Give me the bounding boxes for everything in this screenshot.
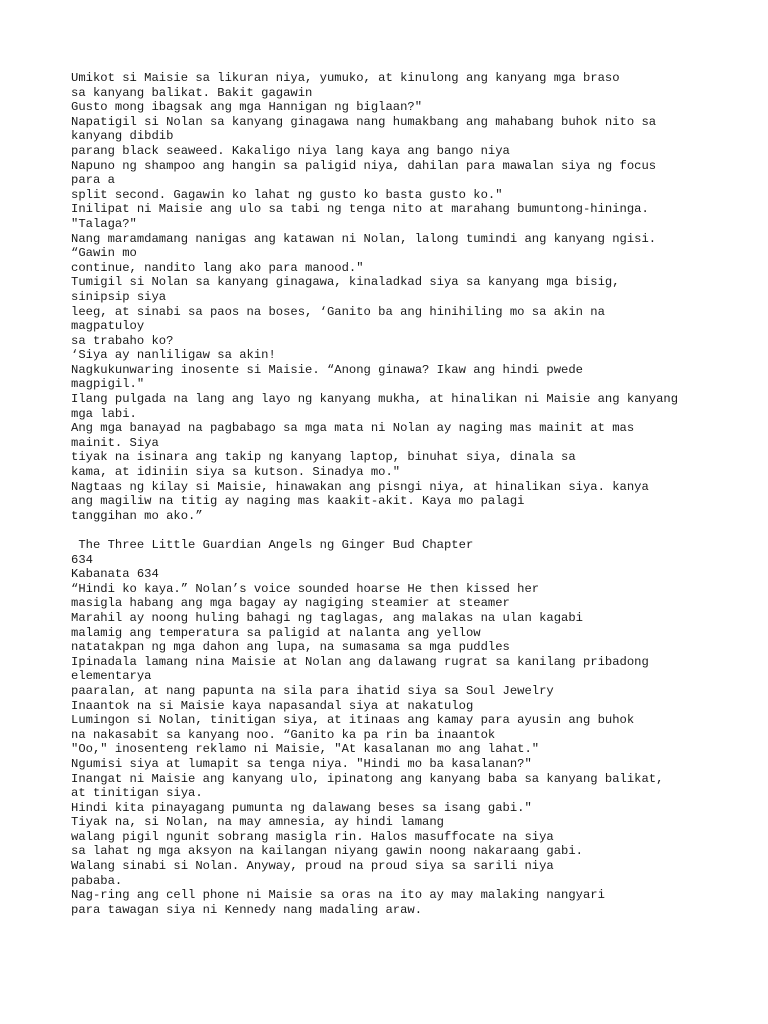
text-line: "Talaga?" [71, 216, 137, 231]
text-line: paaralan, at nang papunta na sila para ihatid siya sa Soul Jewelry [71, 683, 554, 698]
text-line: Ipinadala lamang nina Maisie at Nolan ang dalawang rugrat sa kanilang pribadong [71, 654, 649, 669]
text-line: Lumingon si Nolan, tinitigan siya, at itinaas ang kamay para ayusin ang buhok [71, 713, 635, 728]
text-line: tanggihan mo ako.” [71, 508, 203, 523]
text-line: continue, nandito lang ako para manood." [71, 260, 364, 275]
text-line: pababa. [71, 873, 123, 888]
text-line: mainit. Siya [71, 435, 159, 450]
text-line: kanyang dibdib [71, 129, 174, 144]
text-line: sa trabaho ko? [71, 333, 174, 348]
text-line: “Hindi ko kaya.” Nolan’s voice sounded hoarse He then kissed her [71, 581, 540, 596]
text-line: Napatigil si Nolan sa kanyang ginagawa nang humakbang ang mahabang buhok nito sa [71, 114, 657, 129]
text-line: leeg, at sinabi sa paos na boses, ‘Ganito ba ang hinihiling mo sa akin na [71, 304, 605, 319]
text-line: para a [71, 173, 115, 188]
text-line: 634 [71, 552, 93, 567]
text-line: sa kanyang balikat. Bakit gagawin [71, 85, 313, 100]
text-line: parang black seaweed. Kakaligo niya lang kaya ang bango niya [71, 143, 510, 158]
blank-line [71, 523, 731, 538]
text-line: Nang maramdamang nanigas ang katawan ni Nolan, lalong tumindi ang kanyang ngisi. [71, 231, 657, 246]
text-line: Nagkukunwaring inosente si Maisie. “Anong ginawa? Ikaw ang hindi pwede [71, 362, 583, 377]
text-line: sinipsip siya [71, 289, 167, 304]
text-line: Ang mga banayad na pagbabago sa mga mata ni Nolan ay naging mas mainit at mas [71, 421, 635, 436]
text-line: Nagtaas ng kilay si Maisie, hinawakan ang pisngi niya, at hinalikan siya. kanya [71, 479, 649, 494]
text-line: kama, at idiniin siya sa kutson. Sinadya mo." [71, 465, 401, 480]
text-line: sa lahat ng mga aksyon na kailangan niyang gawin noong nakaraang gabi. [71, 844, 583, 859]
text-line: natatakpan ng mga dahon ang lupa, na sumasama sa mga puddles [71, 640, 510, 655]
text-line: Tumigil si Nolan sa kanyang ginagawa, kinaladkad siya sa kanyang mga bisig, [71, 275, 620, 290]
text-line: Walang sinabi si Nolan. Anyway, proud na proud siya sa sarili niya [71, 859, 554, 874]
text-line: magpatuloy [71, 319, 145, 334]
text-line: Inilipat ni Maisie ang ulo sa tabi ng tenga nito at marahang bumuntong-hininga. [71, 202, 649, 217]
text-line: Ngumisi siya at lumapit sa tenga niya. "Hindi mo ba kasalanan?" [71, 756, 532, 771]
text-line: Nag-ring ang cell phone ni Maisie sa oras na ito ay may malaking nangyari [71, 888, 605, 903]
text-line: split second. Gagawin ko lahat ng gusto ko basta gusto ko." [71, 187, 503, 202]
text-line: malamig ang temperatura sa paligid at nalanta ang yellow [71, 625, 481, 640]
text-line: Inangat ni Maisie ang kanyang ulo, ipinatong ang kanyang baba sa kanyang balikat, [71, 771, 664, 786]
text-line: mga labi. [71, 406, 137, 421]
text-line: Hindi kita pinayagang pumunta ng dalawang beses sa isang gabi." [71, 800, 532, 815]
text-line: Napuno ng shampoo ang hangin sa paligid niya, dahilan para mawalan siya ng focus [71, 158, 657, 173]
text-line: at tinitigan siya. [71, 786, 203, 801]
text-line: The Three Little Guardian Angels ng Ginger Bud Chapter [71, 538, 474, 552]
text-line: ang magiliw na titig ay naging mas kaakit-akit. Kaya mo palagi [71, 494, 525, 509]
text-line: na nakasabit sa kanyang noo. “Ganito ka pa rin ba inaantok [71, 727, 496, 742]
text-line: masigla habang ang mga bagay ay nagiging steamier at steamer [71, 596, 510, 611]
text-line: Kabanata 634 [71, 567, 159, 582]
text-line: Inaantok na si Maisie kaya napasandal siya at nakatulog [71, 698, 474, 713]
text-line: Gusto mong ibagsak ang mga Hannigan ng biglaan?" [71, 100, 423, 115]
text-line: magpigil." [71, 377, 145, 392]
text-line: para tawagan siya ni Kennedy nang madaling araw. [71, 902, 423, 917]
text-line: ‘Siya ay nanliligaw sa akin! [71, 348, 276, 363]
text-line: Umikot si Maisie sa likuran niya, yumuko, at kinulong ang kanyang mga braso [71, 71, 620, 85]
text-line: tiyak na isinara ang takip ng kanyang laptop, binuhat siya, dinala sa [71, 450, 576, 465]
text-line: elementarya [71, 669, 152, 684]
document-body [71, 71, 731, 917]
text-line: "Oo," inosenteng reklamo ni Maisie, "At kasalanan mo ang lahat." [71, 742, 540, 757]
text-line: walang pigil ngunit sobrang masigla rin. Halos masuffocate na siya [71, 829, 554, 844]
text-line: Tiyak na, si Nolan, na may amnesia, ay hindi lamang [71, 815, 444, 830]
text-line: Marahil ay noong huling bahagi ng taglagas, ang malakas na ulan kagabi [71, 610, 583, 625]
text-line: Ilang pulgada na lang ang layo ng kanyang mukha, at hinalikan ni Maisie ang kanyang [71, 392, 679, 407]
text-line: “Gawin mo [71, 246, 137, 261]
